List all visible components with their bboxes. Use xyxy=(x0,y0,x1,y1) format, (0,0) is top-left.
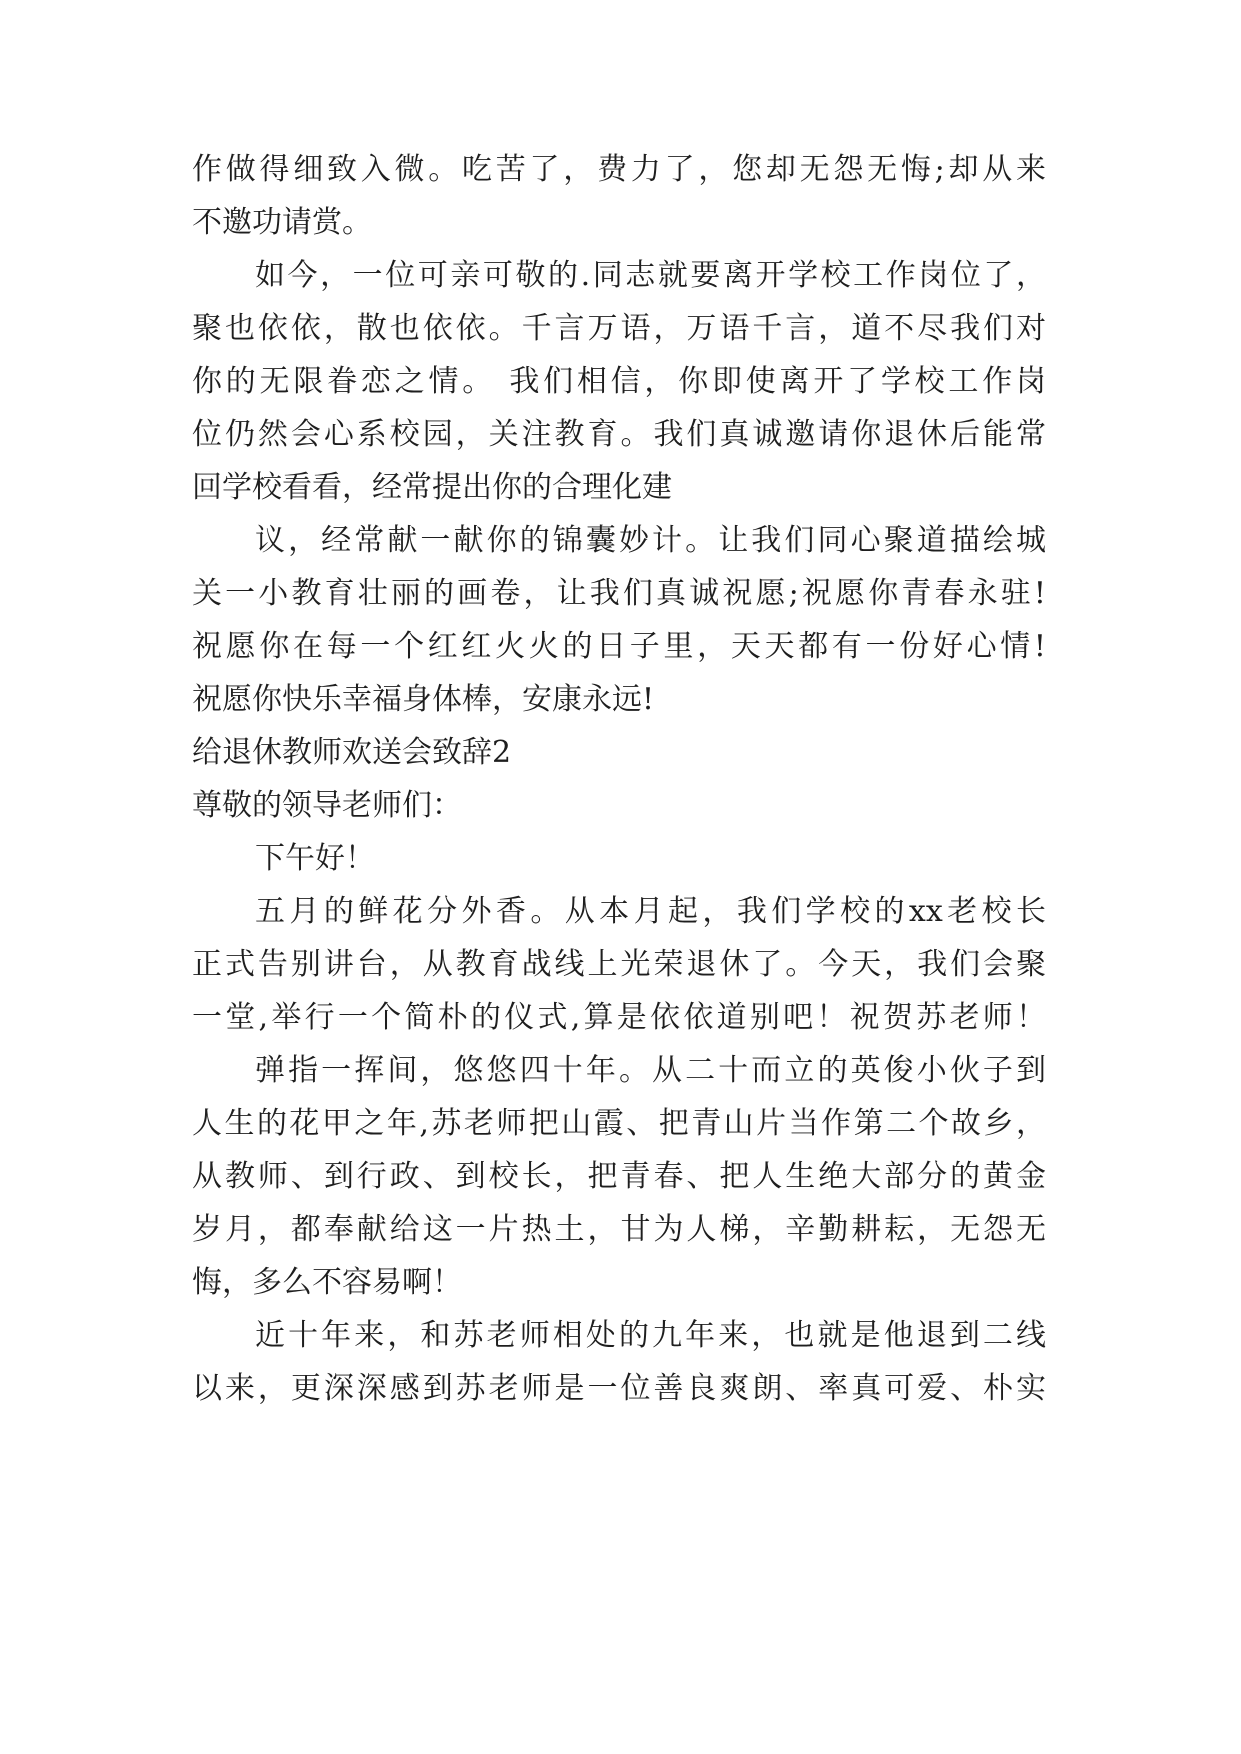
text-line: 祝愿你在每一个红红火火的日子里，天天都有一份好心情! xyxy=(192,629,1046,664)
greeting: 下午好！ xyxy=(255,841,375,876)
text-line: 岁月，都奉献给这一片热土，甘为人梯，辛勤耕耘，无怨无 xyxy=(192,1212,1046,1247)
section-heading: 给退休教师欢送会致辞2 xyxy=(192,735,512,770)
text-line: 人生的花甲之年,苏老师把山霞、把青山片当作第二个故乡， xyxy=(192,1106,1046,1141)
salutation: 尊敬的领导老师们： xyxy=(192,788,462,823)
text-line: 不邀功请赏。 xyxy=(192,205,372,240)
text-line: 关一小教育壮丽的画卷，让我们真诚祝愿;祝愿你青春永驻! xyxy=(192,576,1046,611)
text-line: 位仍然会心系校园，关注教育。我们真诚邀请你退休后能常 xyxy=(192,417,1046,452)
text-line: 回学校看看，经常提出你的合理化建 xyxy=(192,470,672,505)
text-line: 近十年来，和苏老师相处的九年来，也就是他退到二线 xyxy=(255,1318,1046,1353)
text-line: 五月的鲜花分外香。从本月起，我们学校的xx老校长 xyxy=(255,894,1046,929)
text-line: 悔，多么不容易啊！ xyxy=(192,1265,462,1300)
text-line: 作做得细致入微。吃苦了，费力了，您却无怨无悔;却从来 xyxy=(192,152,1046,187)
text-line: 弹指一挥间，悠悠四十年。从二十而立的英俊小伙子到 xyxy=(255,1053,1046,1088)
text-line: 议，经常献一献你的锦囊妙计。让我们同心聚道描绘城 xyxy=(255,523,1046,558)
text-line: 从教师、到行政、到校长，把青春、把人生绝大部分的黄金 xyxy=(192,1159,1046,1194)
text-line: 你的无限眷恋之情。 我们相信，你即使离开了学校工作岗 xyxy=(192,364,1046,399)
text-line: 正式告别讲台，从教育战线上光荣退休了。今天，我们会聚 xyxy=(192,947,1046,982)
text-line: 聚也依依，散也依依。千言万语，万语千言，道不尽我们对 xyxy=(192,311,1046,346)
text-line: 以来，更深深感到苏老师是一位善良爽朗、率真可爱、朴实 xyxy=(192,1371,1046,1406)
text-line: 祝愿你快乐幸福身体棒，安康永远! xyxy=(192,682,655,717)
text-line: 一堂,举行一个简朴的仪式,算是依依道别吧！祝贺苏老师！ xyxy=(192,1000,1046,1035)
text-line: 如今，一位可亲可敬的.同志就要离开学校工作岗位了， xyxy=(255,258,1046,293)
